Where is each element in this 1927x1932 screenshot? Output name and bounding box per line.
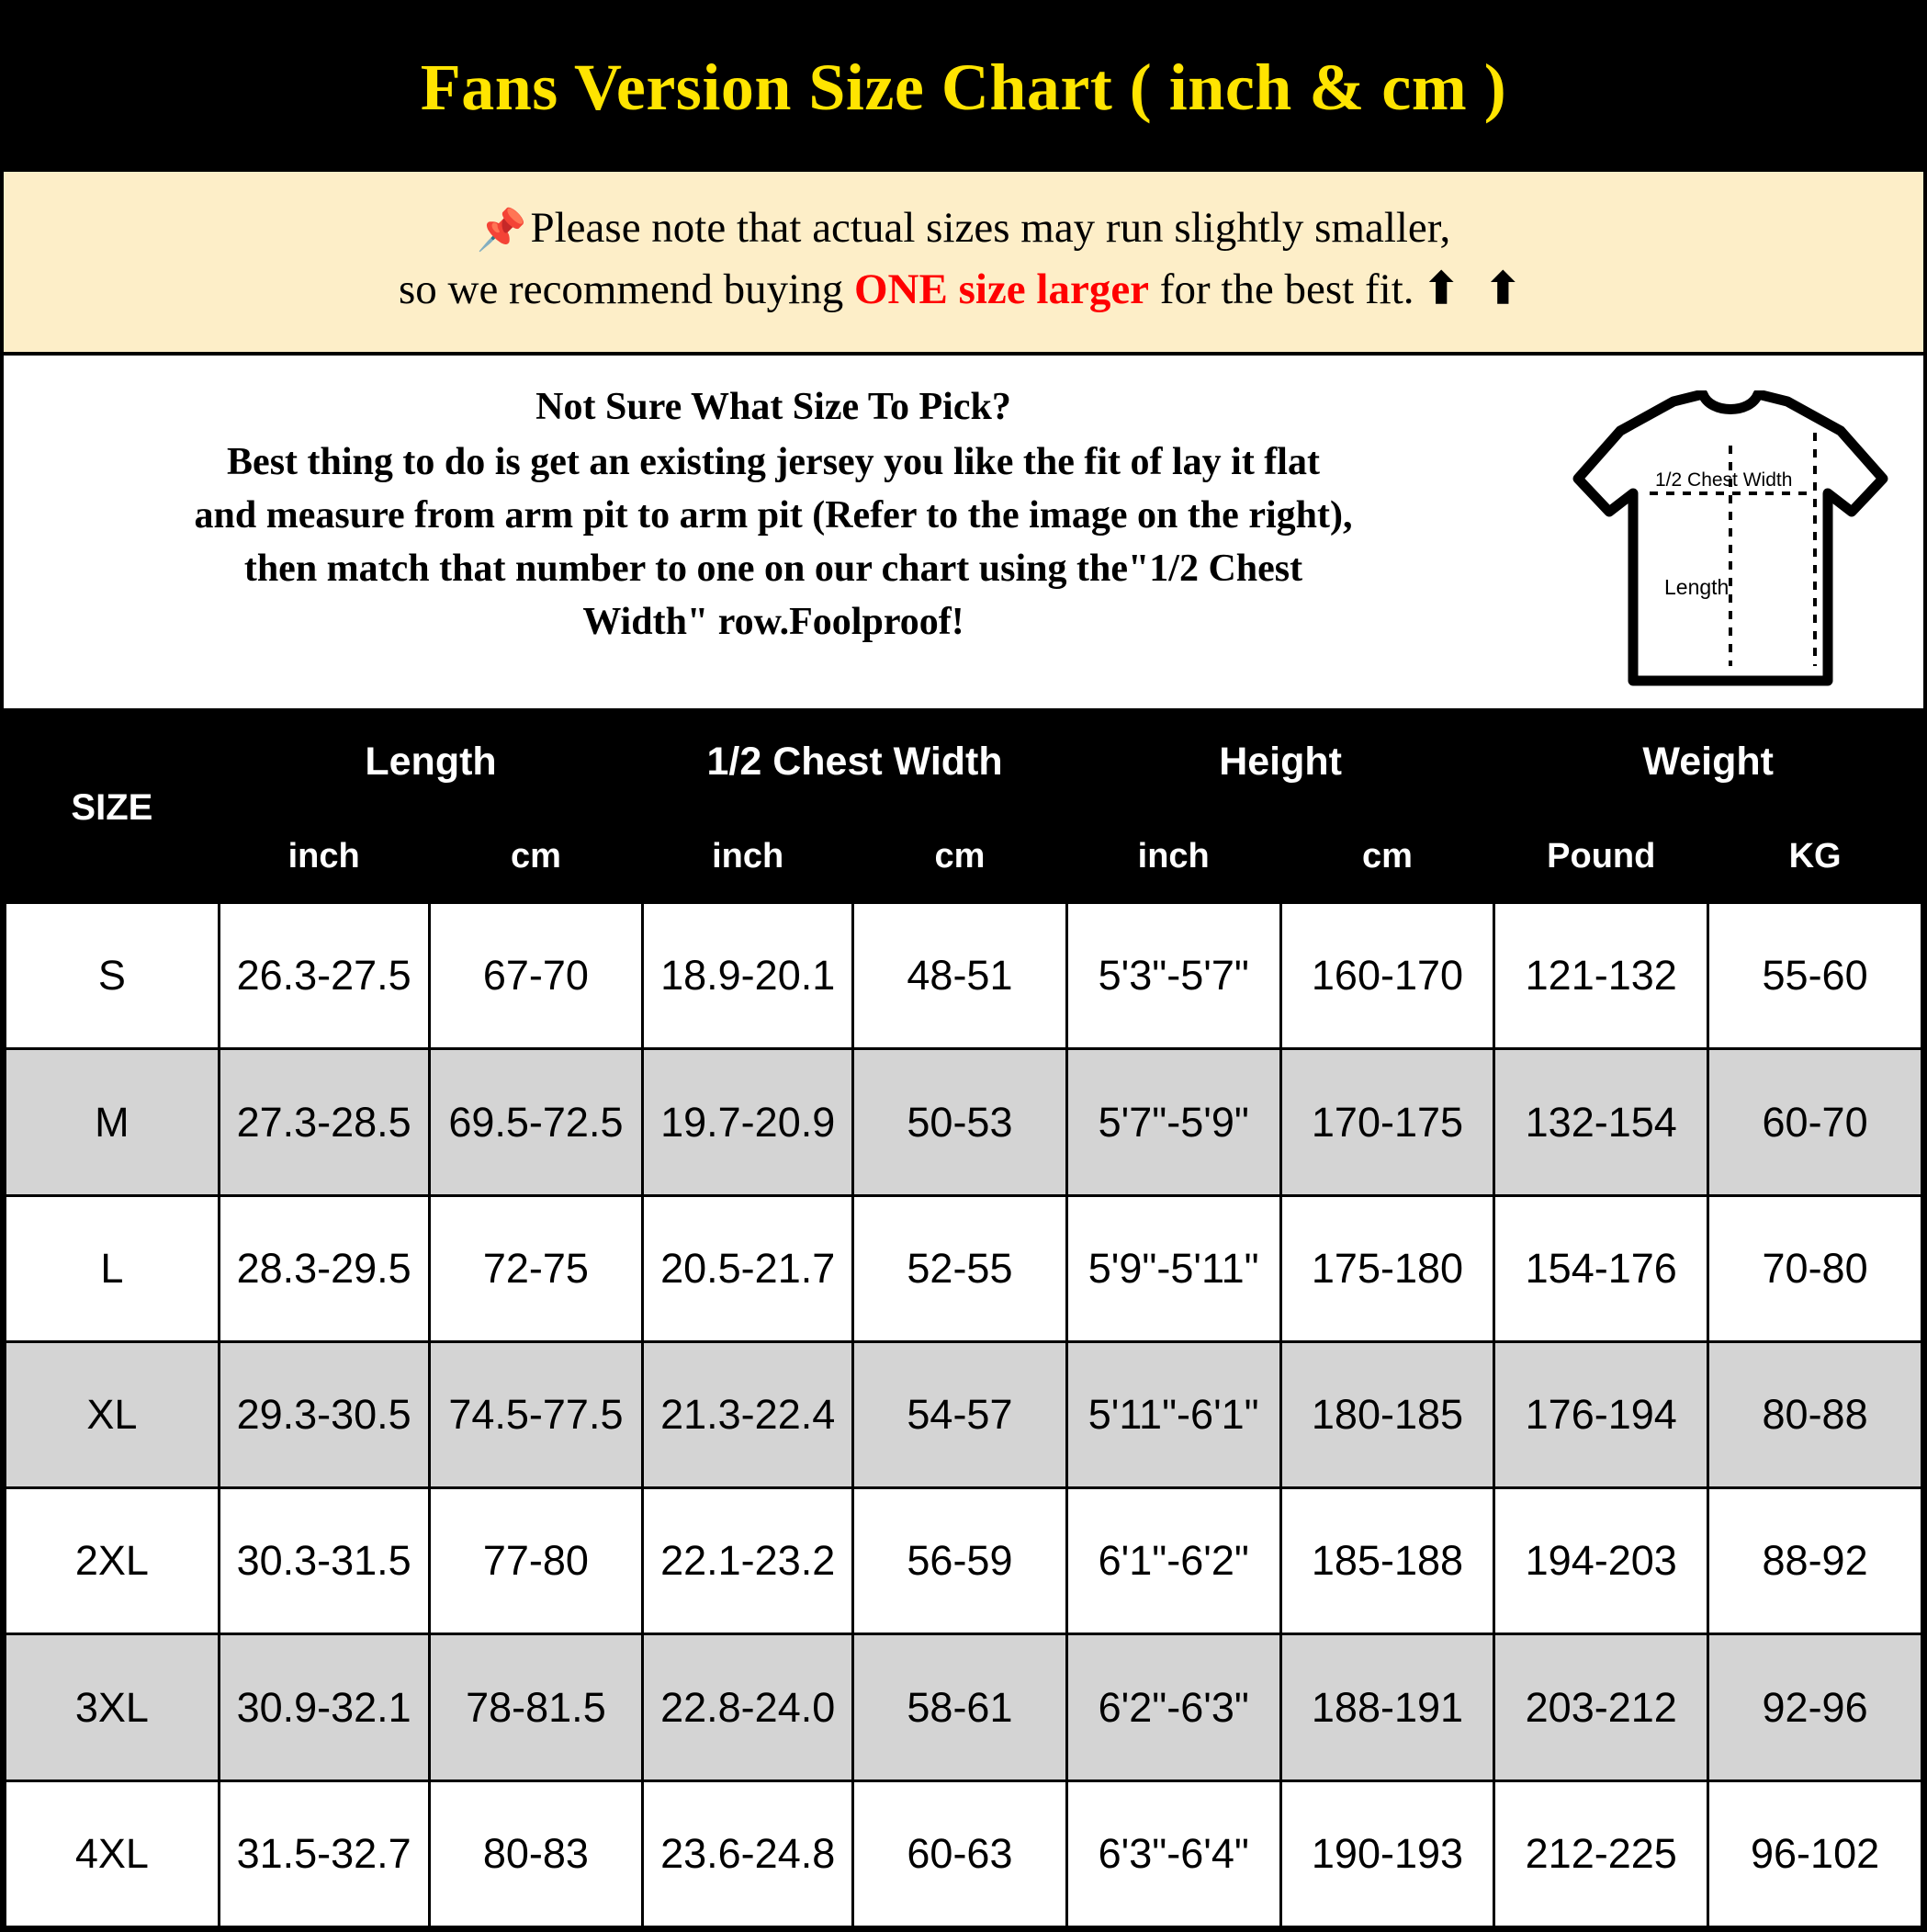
cell-chest-cm: 50-53 [853, 1049, 1067, 1195]
cell-size: 2XL [6, 1488, 220, 1634]
advice-line-3: then match that number to one on our chart using the"1/2 Chest [243, 548, 1303, 591]
header-chest-inch: inch [643, 810, 853, 903]
tshirt-diagram [1538, 376, 1923, 694]
cell-height-cm: 185-188 [1280, 1488, 1494, 1634]
table-row [6, 1634, 1922, 1780]
table-row [6, 1488, 1922, 1634]
cell-weight-pound: 203-212 [1494, 1634, 1708, 1780]
cell-height-cm: 180-185 [1280, 1341, 1494, 1487]
cell-chest-inch: 18.9-20.1 [643, 903, 853, 1049]
cell-size: XL [6, 1341, 220, 1487]
cell-weight-pound: 212-225 [1494, 1780, 1708, 1926]
cell-weight-pound: 121-132 [1494, 903, 1708, 1049]
header-height-inch: inch [1066, 810, 1280, 903]
size-table [4, 712, 1923, 1928]
cell-height-inch: 5'11"-6'1" [1066, 1341, 1280, 1487]
pushpin-icon: 📌 [476, 208, 527, 253]
cell-chest-cm: 52-55 [853, 1195, 1067, 1341]
cell-weight-kg: 70-80 [1708, 1195, 1922, 1341]
table-row [6, 1341, 1922, 1487]
cell-length-cm: 67-70 [429, 903, 643, 1049]
cell-weight-pound: 132-154 [1494, 1049, 1708, 1195]
cell-weight-kg: 60-70 [1708, 1049, 1922, 1195]
cell-height-inch: 5'3"-5'7" [1066, 903, 1280, 1049]
note-line-1 [22, 198, 1905, 259]
header-group-height: Height [1066, 714, 1494, 810]
cell-height-cm: 175-180 [1280, 1195, 1494, 1341]
cell-size: S [6, 903, 220, 1049]
cell-weight-kg: 92-96 [1708, 1634, 1922, 1780]
page-title: Fans Version Size Chart ( inch & cm ) [420, 51, 1507, 124]
header-length-cm: cm [429, 810, 643, 903]
header-group-length: Length [219, 714, 643, 810]
cell-height-cm: 170-175 [1280, 1049, 1494, 1195]
advice-headline: Not Sure What Size To Pick? [535, 386, 1011, 429]
cell-weight-kg: 88-92 [1708, 1488, 1922, 1634]
chest-width-label: 1/2 Chest Width [1655, 469, 1793, 491]
cell-length-inch: 31.5-32.7 [219, 1780, 429, 1926]
header-weight-pound: Pound [1494, 810, 1708, 903]
table-body [6, 903, 1922, 1927]
table-head [6, 714, 1922, 903]
header-group-weight: Weight [1494, 714, 1922, 810]
cell-size: 3XL [6, 1634, 220, 1780]
cell-weight-kg: 96-102 [1708, 1780, 1922, 1926]
cell-length-cm: 77-80 [429, 1488, 643, 1634]
cell-height-inch: 6'2"-6'3" [1066, 1634, 1280, 1780]
cell-height-inch: 6'3"-6'4" [1066, 1780, 1280, 1926]
advice-line-1: Best thing to do is get an existing jersey you like the fit of lay it flat [227, 441, 1320, 484]
cell-weight-pound: 176-194 [1494, 1341, 1708, 1487]
unit-header-row [6, 810, 1922, 903]
advice-section [4, 356, 1923, 712]
cell-height-cm: 160-170 [1280, 903, 1494, 1049]
length-label: Length [1664, 575, 1730, 600]
note-line-2-prefix: so we recommend buying [398, 266, 854, 314]
table-row [6, 1049, 1922, 1195]
cell-size: L [6, 1195, 220, 1341]
cell-length-cm: 72-75 [429, 1195, 643, 1341]
title-bar [4, 4, 1923, 172]
header-height-cm: cm [1280, 810, 1494, 903]
advice-line-2: and measure from arm pit to arm pit (Refer to the image on the right), [194, 494, 1353, 537]
cell-length-inch: 29.3-30.5 [219, 1341, 429, 1487]
cell-chest-cm: 48-51 [853, 903, 1067, 1049]
cell-weight-pound: 154-176 [1494, 1195, 1708, 1341]
table-row [6, 1780, 1922, 1926]
cell-chest-inch: 22.1-23.2 [643, 1488, 853, 1634]
table-row [6, 1195, 1922, 1341]
group-header-row [6, 714, 1922, 810]
cell-length-cm: 74.5-77.5 [429, 1341, 643, 1487]
cell-height-inch: 5'9"-5'11" [1066, 1195, 1280, 1341]
note-emphasis: ONE size larger [853, 266, 1150, 314]
header-size: SIZE [6, 714, 220, 903]
cell-length-inch: 28.3-29.5 [219, 1195, 429, 1341]
cell-length-cm: 69.5-72.5 [429, 1049, 643, 1195]
header-group-chest: 1/2 Chest Width [643, 714, 1067, 810]
cell-height-inch: 5'7"-5'9" [1066, 1049, 1280, 1195]
up-arrows-icon: ⬆ ⬆ [1423, 266, 1529, 314]
cell-chest-cm: 60-63 [853, 1780, 1067, 1926]
cell-chest-cm: 54-57 [853, 1341, 1067, 1487]
cell-height-cm: 188-191 [1280, 1634, 1494, 1780]
cell-length-inch: 30.9-32.1 [219, 1634, 429, 1780]
header-length-inch: inch [219, 810, 429, 903]
cell-length-inch: 30.3-31.5 [219, 1488, 429, 1634]
note-line-1-text: Please note that actual sizes may run slightly smaller, [530, 204, 1451, 252]
cell-height-inch: 6'1"-6'2" [1066, 1488, 1280, 1634]
cell-chest-cm: 56-59 [853, 1488, 1067, 1634]
cell-chest-cm: 58-61 [853, 1634, 1067, 1780]
cell-length-cm: 78-81.5 [429, 1634, 643, 1780]
cell-weight-kg: 55-60 [1708, 903, 1922, 1049]
cell-size: 4XL [6, 1780, 220, 1926]
header-chest-cm: cm [853, 810, 1067, 903]
cell-length-cm: 80-83 [429, 1780, 643, 1926]
cell-chest-inch: 20.5-21.7 [643, 1195, 853, 1341]
note-banner [4, 172, 1923, 356]
note-line-2-suffix: for the best fit. [1149, 266, 1414, 314]
table-row [6, 903, 1922, 1049]
cell-length-inch: 27.3-28.5 [219, 1049, 429, 1195]
cell-chest-inch: 21.3-22.4 [643, 1341, 853, 1487]
cell-height-cm: 190-193 [1280, 1780, 1494, 1926]
note-line-2 [22, 259, 1905, 321]
cell-size: M [6, 1049, 220, 1195]
cell-weight-pound: 194-203 [1494, 1488, 1708, 1634]
header-weight-kg: KG [1708, 810, 1922, 903]
cell-chest-inch: 19.7-20.9 [643, 1049, 853, 1195]
tshirt-icon [1565, 390, 1896, 694]
advice-line-4: Width" row.Foolproof! [582, 601, 964, 644]
cell-weight-kg: 80-88 [1708, 1341, 1922, 1487]
cell-chest-inch: 23.6-24.8 [643, 1780, 853, 1926]
cell-chest-inch: 22.8-24.0 [643, 1634, 853, 1780]
cell-length-inch: 26.3-27.5 [219, 903, 429, 1049]
advice-text [4, 376, 1538, 650]
